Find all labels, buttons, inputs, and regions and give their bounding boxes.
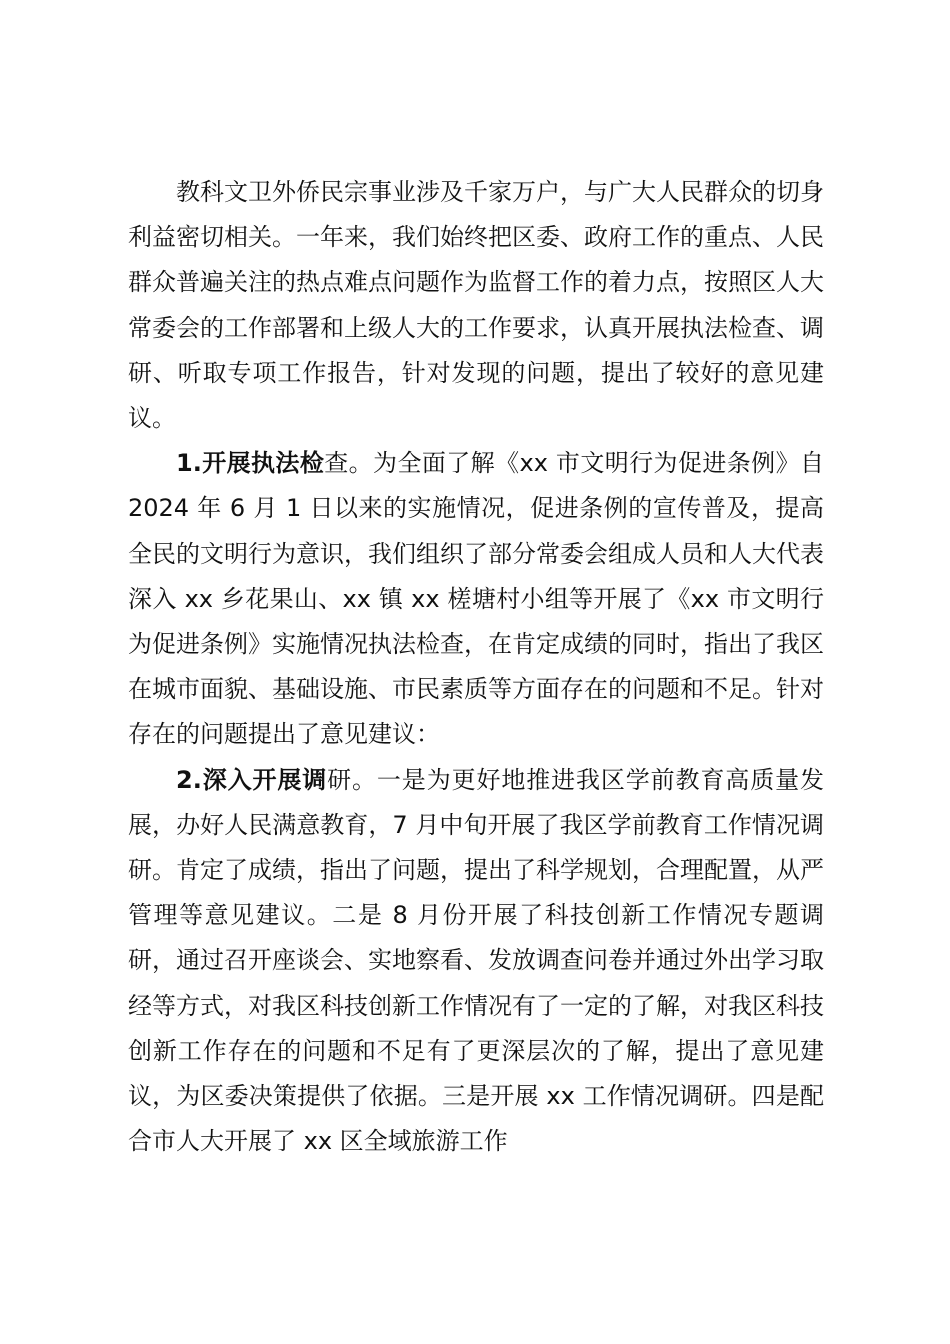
paragraph-law-inspection-heading: 1.开展执法检 (176, 449, 325, 478)
paragraph-research-heading: 2.深入开展调 (176, 765, 328, 794)
paragraph-intro (128, 170, 824, 441)
paragraph-law-inspection-text: 查。为全面了解《xx 市文明行为促进条例》自 2024 年 6 月 1 日以来的实施情况，促进条例的宣传普及，提高全民的文明行为意识，我们组织了部分常委会组成人员和人大代表深入 xx 乡花果山、xx 镇 xx 槎塘村小组等开展了《xx 市文明行为促进条例》实施情况执法检查，在肯定成绩的同时，指出了我区在城市面貌、基础设施、市民素质等方面存在的问题和不足。针对存在的问题提出了意见建议： (128, 449, 824, 749)
paragraph-research-text: 研。一是为更好地推进我区学前教育高质量发展，办好人民满意教育，7 月中旬开展了我区学前教育工作情况调研。肯定了成绩，指出了问题，提出了科学规划，合理配置，从严管理等意见建议。二是 8 月份开展了科技创新工作情况专题调研，通过召开座谈会、实地察看、发放调查问卷并通过外出学习取经等方式，对我区科技创新工作情况有了一定的了解，对我区科技创新工作存在的问题和不足有了更深层次的了解，提出了意见建议，为区委决策提供了依据。三是开展 xx 工作情况调研。四是配合市人大开展了 xx 区全域旅游工作 (128, 765, 824, 1156)
paragraph-intro-text: 教科文卫外侨民宗事业涉及千家万户，与广大人民群众的切身利益密切相关。一年来，我们始终把区委、政府工作的重点、人民群众普遍关注的热点难点问题作为监督工作的着力点，按照区人大常委会的工作部署和上级人大的工作要求，认真开展执法检查、调研、听取专项工作报告，针对发现的问题，提出了较好的意见建议。 (128, 178, 824, 433)
paragraph-research (128, 758, 824, 1165)
paragraph-law-inspection (128, 441, 824, 757)
document-body (128, 170, 824, 1164)
